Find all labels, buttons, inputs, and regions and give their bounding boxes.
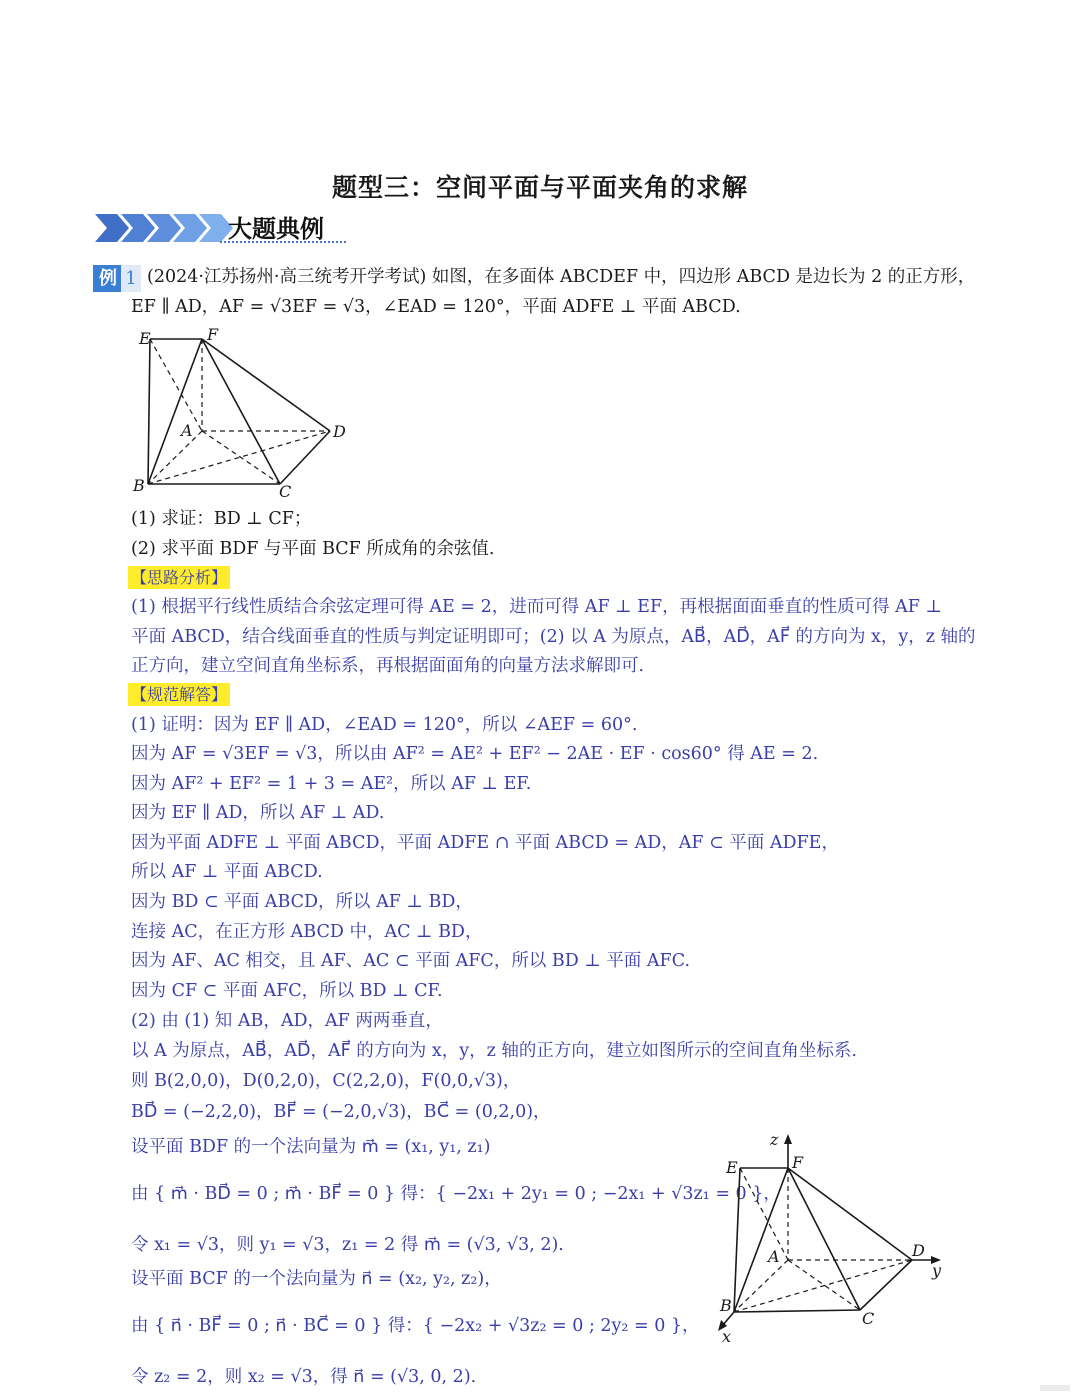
- solution-line-2: 因为 AF = √3EF = √3，所以由 AF² = AE² + EF² − 2AE · EF · cos60° 得 AE = 2.: [131, 744, 819, 764]
- analysis-line-1: (1) 根据平行线性质结合余弦定理可得 AE = 2，进而可得 AF ⊥ EF，再根据面面垂直的性质可得 AF ⊥: [131, 597, 942, 617]
- solution-line-6: 所以 AF ⊥ 平面 ABCD.: [131, 862, 323, 882]
- fig2-axis-x: x: [722, 1327, 732, 1345]
- fig2-label-e: E: [726, 1158, 738, 1177]
- problem-line-2: EF ∥ AD，AF = √3EF = √3，∠EAD = 120°，平面 ADFE ⊥ 平面 ABCD.: [131, 297, 741, 317]
- solution-line-9: 因为 AF、AC 相交，且 AF、AC ⊂ 平面 AFC，所以 BD ⊥ 平面 AFC.: [131, 951, 691, 971]
- solution-line-12: 以 A 为原点，AB⃗，AD⃗，AF⃗ 的方向为 x，y，z 轴的正方向，建立如图所示的空间直角坐标系.: [131, 1041, 857, 1061]
- solution-line-11: (2) 由 (1) 知 AB，AD，AF 两两垂直，: [131, 1011, 443, 1031]
- analysis-tag: 【思路分析】: [128, 566, 230, 589]
- example-badge: 例: [93, 265, 123, 292]
- solution-line-8: 连接 AC，在正方形 ABCD 中，AC ⊥ BD，: [131, 922, 483, 942]
- problem-line-1: (2024·江苏扬州·高三统考开学考试) 如图，在多面体 ABCDEF 中，四边形 ABCD 是边长为 2 的正方形，: [147, 267, 976, 287]
- solution-line-1: (1) 证明：因为 EF ∥ AD，∠EAD = 120°，所以 ∠AEF = 60°.: [131, 715, 638, 735]
- fig2-axis-y: y: [932, 1261, 942, 1280]
- solution-line-17: 令 x₁ = √3，则 y₁ = √3，z₁ = 2 得 m⃗ = (√3, √3, 2).: [131, 1235, 564, 1255]
- polyhedron-figure: [125, 322, 365, 506]
- solution-line-15: 设平面 BDF 的一个法向量为 m⃗ = (x₁, y₁, z₁): [131, 1137, 491, 1157]
- fig1-label-e: E: [139, 329, 151, 348]
- example-number: 1: [121, 265, 141, 292]
- coordinate-figure: [700, 1130, 960, 1349]
- solution-line-7: 因为 BD ⊂ 平面 ABCD，所以 AF ⊥ BD，: [131, 892, 473, 912]
- fig2-axis-z: z: [770, 1130, 779, 1149]
- solution-tag: 【规范解答】: [128, 683, 230, 706]
- fig2-label-d: D: [912, 1241, 925, 1260]
- analysis-line-2: 平面 ABCD，结合线面垂直的性质与判定证明即可；(2) 以 A 为原点，AB⃗，AD⃗，AF⃗ 的方向为 x，y，z 轴的: [131, 627, 976, 647]
- fig1-label-c: C: [279, 482, 292, 501]
- solution-line-5: 因为平面 ADFE ⊥ 平面 ABCD，平面 ADFE ∩ 平面 ABCD = AD，AF ⊂ 平面 ADFE，: [131, 833, 839, 853]
- fig1-label-f: F: [207, 325, 219, 344]
- solution-line-19: 由 { n⃗ · BF⃗ = 0 ; n⃗ · BC⃗ = 0 } 得：{ −2x₂ + √3z₂ = 0 ; 2y₂ = 0 }，: [131, 1316, 700, 1336]
- solution-line-10: 因为 CF ⊂ 平面 AFC，所以 BD ⊥ CF.: [131, 981, 443, 1001]
- question-2: (2) 求平面 BDF 与平面 BCF 所成角的余弦值.: [131, 539, 495, 559]
- solution-line-20: 令 z₂ = 2，则 x₂ = √3，得 n⃗ = (√3, 0, 2).: [131, 1367, 477, 1387]
- solution-line-16: 由 { m⃗ · BD⃗ = 0 ; m⃗ · BF⃗ = 0 } 得：{ −2x₁ + 2y₁ = 0 ; −2x₁ + √3z₁ = 0 }，: [131, 1184, 781, 1204]
- heading-underline: [220, 241, 346, 243]
- page-title: 题型三：空间平面与平面夹角的求解: [331, 173, 748, 202]
- fig1-label-b: B: [133, 476, 145, 495]
- solution-line-18: 设平面 BCF 的一个法向量为 n⃗ = (x₂, y₂, z₂)，: [131, 1269, 502, 1289]
- section-heading: 大题典例: [228, 215, 324, 243]
- fig2-label-a: A: [768, 1247, 780, 1266]
- question-1: (1) 求证：BD ⊥ CF；: [131, 509, 312, 529]
- solution-line-3: 因为 AF² + EF² = 1 + 3 = AE²，所以 AF ⊥ EF.: [131, 774, 532, 794]
- fig2-label-b: B: [720, 1296, 732, 1315]
- solution-line-4: 因为 EF ∥ AD，所以 AF ⊥ AD.: [131, 803, 385, 823]
- corner-mark: [1040, 1385, 1070, 1391]
- fig1-label-a: A: [181, 421, 193, 440]
- fig2-label-c: C: [862, 1309, 875, 1328]
- fig2-label-f: F: [792, 1153, 804, 1172]
- analysis-line-3: 正方向，建立空间直角坐标系，再根据面面角的向量方法求解即可.: [131, 656, 645, 676]
- fig1-label-d: D: [333, 422, 346, 441]
- solution-line-13: 则 B(2,0,0)，D(0,2,0)，C(2,2,0)，F(0,0,√3)，: [131, 1071, 521, 1091]
- solution-line-14: BD⃗ = (−2,2,0)，BF⃗ = (−2,0,√3)，BC⃗ = (0,2,0)，: [131, 1102, 551, 1122]
